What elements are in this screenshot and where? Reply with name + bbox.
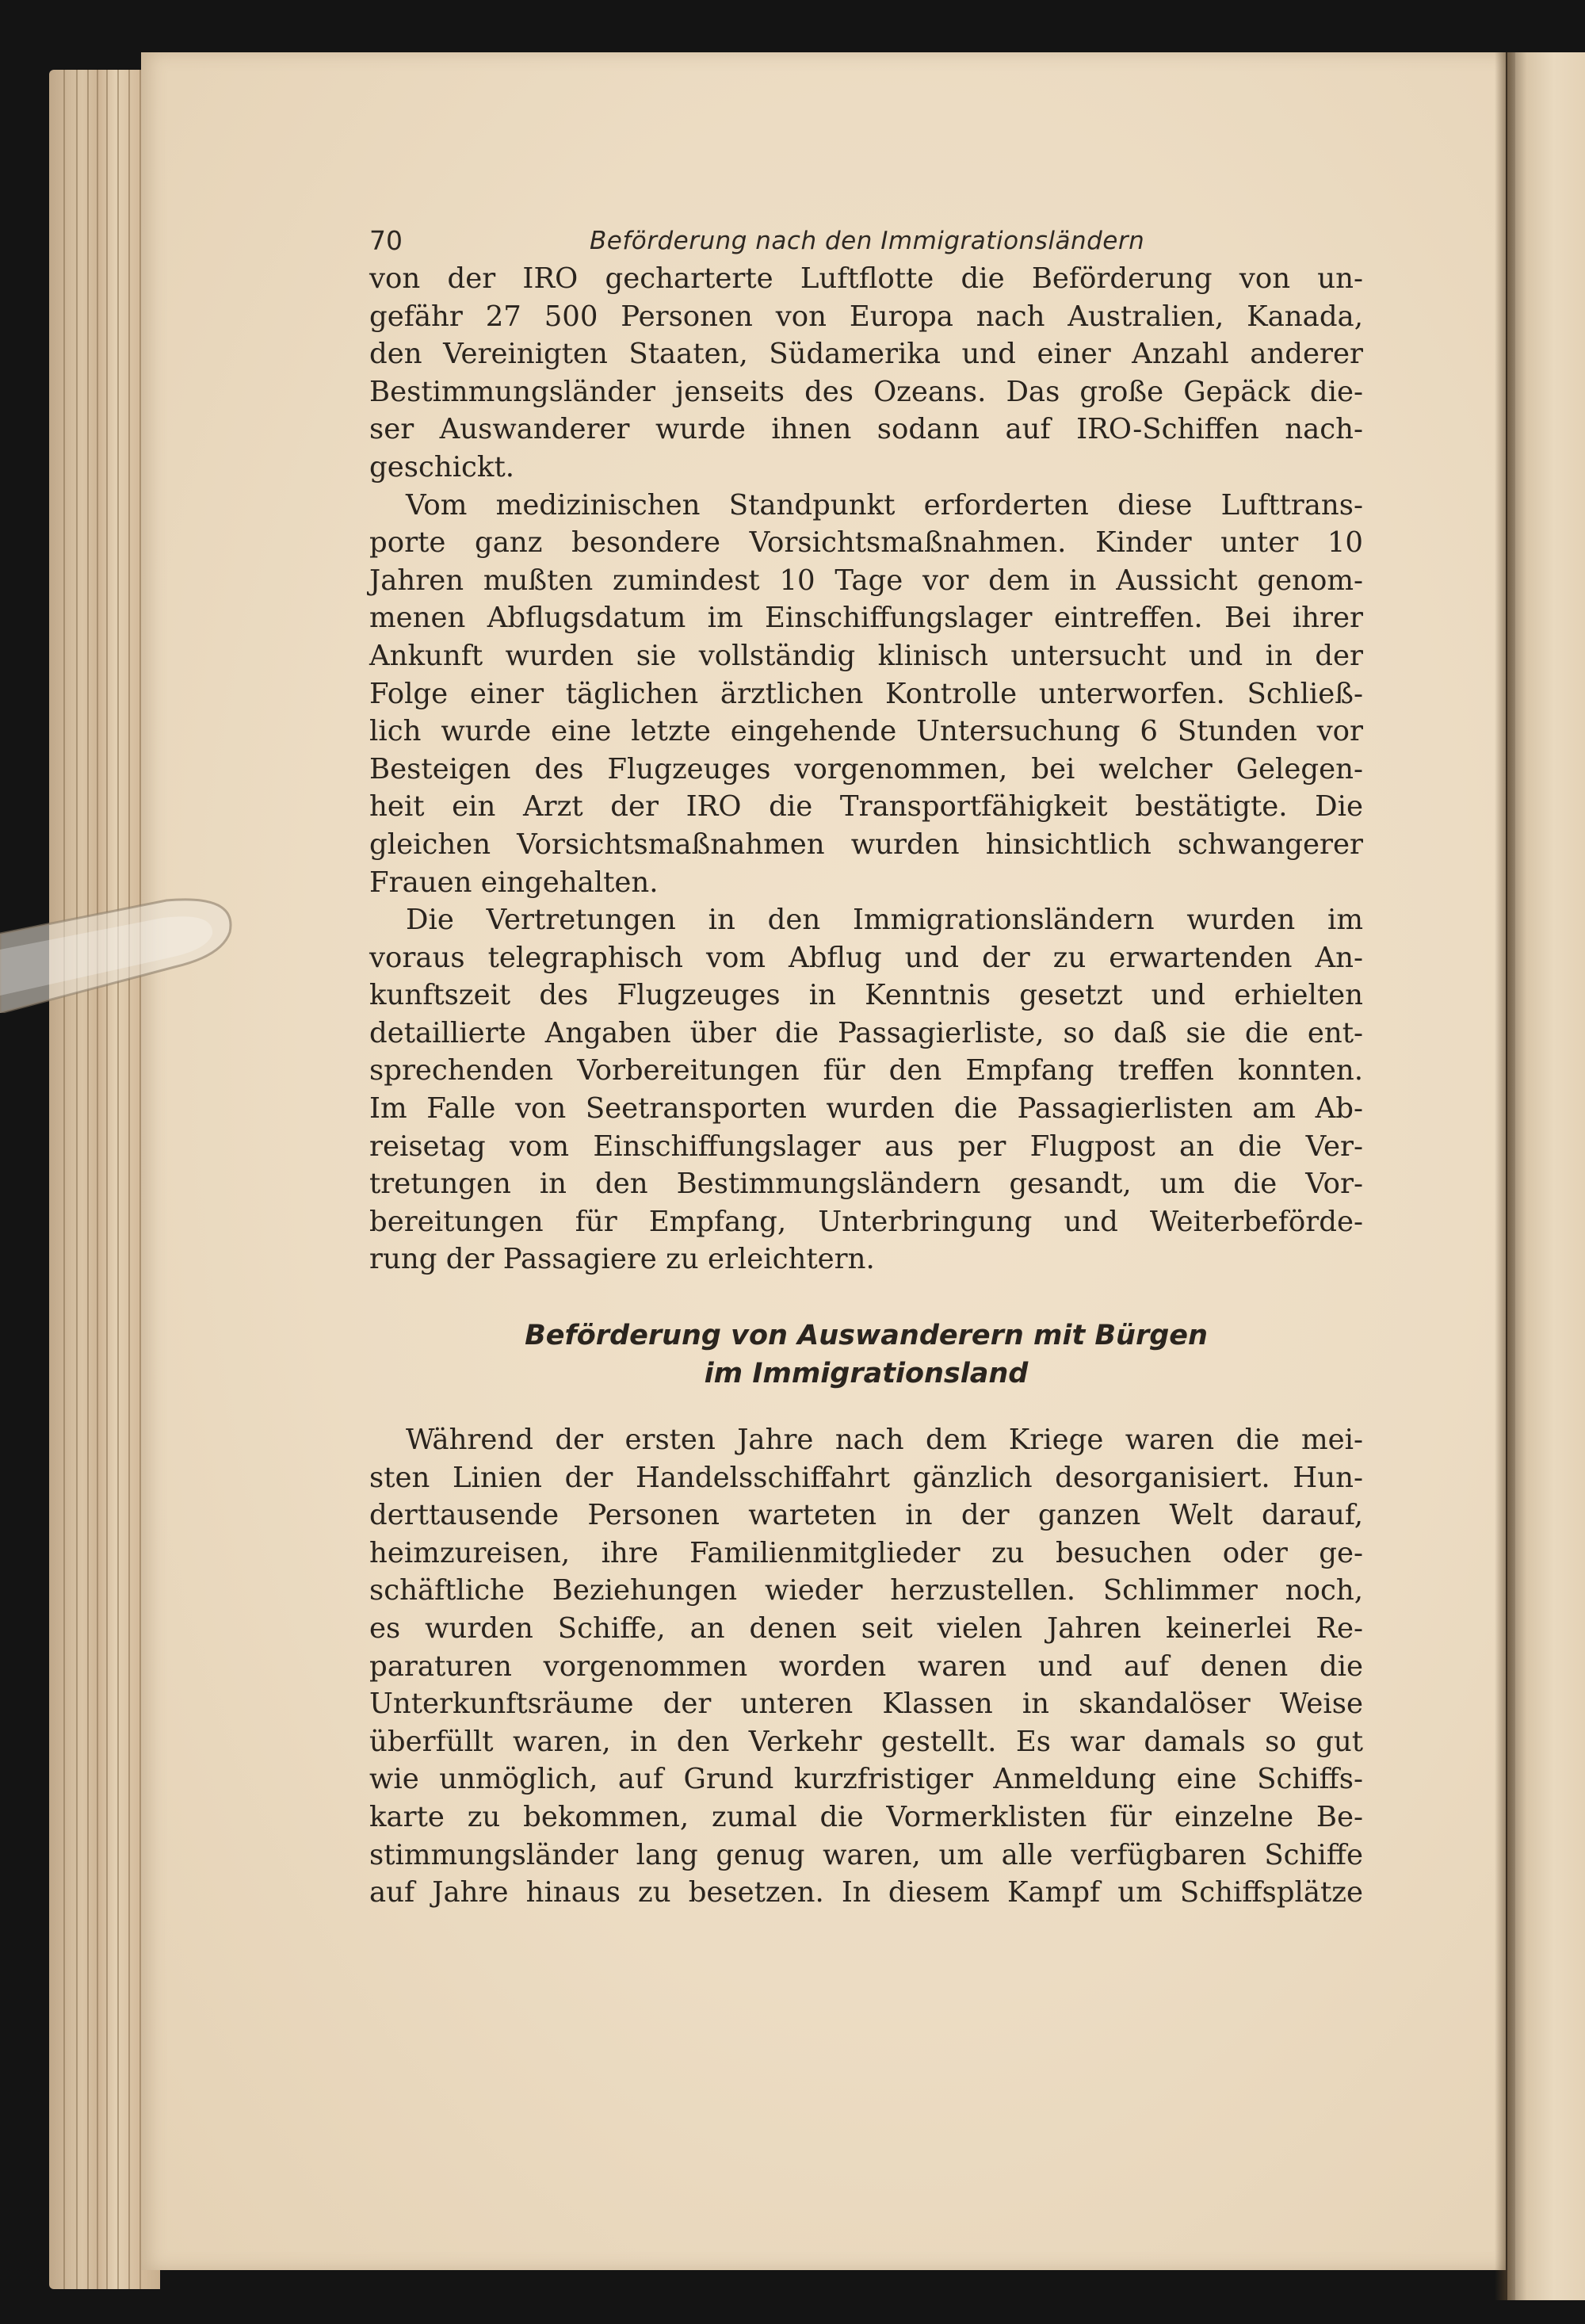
page-number: 70 <box>369 225 403 256</box>
text-line: gleichen Vorsichtsmaßnahmen wurden hinsichtlich schwangerer <box>369 828 1363 861</box>
page-text <box>369 212 1363 1912</box>
text-line: von der IRO gecharterte Luftflotte die Beförderung von un- <box>369 262 1363 295</box>
text-line: paraturen vorgenommen worden waren und auf denen die <box>369 1649 1363 1683</box>
text-line: Ankunft wurden sie vollständig klinisch untersucht und in der <box>369 639 1363 672</box>
text-line: wie unmöglich, auf Grund kurzfristiger Anmeldung eine Schiffs- <box>369 1763 1363 1796</box>
text-line: Folge einer täglichen ärztlichen Kontrolle unterworfen. Schließ- <box>369 677 1363 710</box>
text-line: Im Falle von Seetransporten wurden die Passagierlisten am Ab- <box>369 1092 1363 1126</box>
gutter-shadow <box>1495 52 1515 2300</box>
text-line: karte zu bekommen, zumal die Vormerklisten für einzelne Be- <box>369 1800 1363 1833</box>
text-line: Die Vertretungen in den Immigrationsländern wurden im <box>406 904 1363 937</box>
text-line: Besteigen des Flugzeuges vorgenommen, bei welcher Gelegen- <box>369 752 1363 785</box>
text-line: auf Jahre hinaus zu besetzen. In diesem Kampf um Schiffsplätze <box>369 1876 1363 1909</box>
text-line: Unterkunftsräume der unteren Klassen in skandalöser Weise <box>369 1688 1363 1721</box>
text-line: kunftszeit des Flugzeuges in Kenntnis gesetzt und erhielten <box>369 979 1363 1012</box>
text-line: überfüllt waren, in den Verkehr gestellt. Es war damals so gut <box>369 1725 1363 1758</box>
text-line: detaillierte Angaben über die Passagierliste, so daß sie die ent- <box>369 1016 1363 1049</box>
text-line: den Vereinigten Staaten, Südamerika und einer Anzahl anderer <box>369 338 1363 371</box>
text-line: Bestimmungsländer jenseits des Ozeans. Das große Gepäck die- <box>369 375 1363 408</box>
text-line: heimzureisen, ihre Familienmitglieder zu besuchen oder ge- <box>369 1536 1363 1569</box>
text-line: Während der ersten Jahre nach dem Kriege waren die mei- <box>406 1424 1363 1457</box>
text-line: rung der Passagiere zu erleichtern. <box>369 1243 875 1276</box>
paragraph-3 <box>369 901 1363 1279</box>
text-line: schäftliche Beziehungen wieder herzustellen. Schlimmer noch, <box>369 1574 1363 1607</box>
next-page-edge <box>1507 52 1585 2300</box>
text-line: gefähr 27 500 Personen von Europa nach Australien, Kanada, <box>369 300 1363 333</box>
section-heading <box>369 1279 1363 1421</box>
bookmark-clip-icon <box>0 894 238 1013</box>
text-line: lich wurde eine letzte eingehende Untersuchung 6 Stunden vor <box>369 715 1363 748</box>
text-line: Jahren mußten zumindest 10 Tage vor dem in Aussicht genom- <box>369 564 1363 597</box>
text-line: heit ein Arzt der IRO die Transportfähigkeit bestätigte. Die <box>369 790 1363 824</box>
paragraph-4 <box>369 1421 1363 1912</box>
text-line: stimmungsländer lang genug waren, um alle verfügbaren Schiffe <box>369 1838 1363 1871</box>
section-heading-line: im Immigrationsland <box>704 1358 1029 1390</box>
text-line: voraus telegraphisch vom Abflug und der zu erwartenden An- <box>369 941 1363 974</box>
text-line: reisetag vom Einschiffungslager aus per Flugpost an die Ver- <box>369 1130 1363 1163</box>
text-line: Vom medizinischen Standpunkt erforderten diese Lufttrans- <box>406 488 1363 522</box>
paragraph-2 <box>369 487 1363 902</box>
running-head <box>369 212 1363 260</box>
paragraph-1 <box>369 260 1363 487</box>
text-line: es wurden Schiffe, an denen seit vielen Jahren keinerlei Re- <box>369 1612 1363 1645</box>
text-line: bereitungen für Empfang, Unterbringung und Weiterbeförde- <box>369 1205 1363 1238</box>
text-line: menen Abflugsdatum im Einschiffungslager eintreffen. Bei ihrer <box>369 602 1363 635</box>
text-line: porte ganz besondere Vorsichtsmaßnahmen. Kinder unter 10 <box>369 526 1363 560</box>
text-line: ser Auswanderer wurde ihnen sodann auf IRO-Schiffen nach- <box>369 413 1363 446</box>
text-line: sten Linien der Handelsschiffahrt gänzlich desorganisiert. Hun- <box>369 1461 1363 1494</box>
running-title: Beförderung nach den Immigrationsländern <box>590 227 1145 255</box>
text-line: derttausende Personen warteten in der ganzen Welt darauf, <box>369 1499 1363 1532</box>
text-line: geschickt. <box>369 450 514 484</box>
text-line: sprechenden Vorbereitungen für den Empfang treffen konnten. <box>369 1054 1363 1087</box>
text-line: Frauen eingehalten. <box>369 866 659 899</box>
text-line: tretungen in den Bestimmungsländern gesandt, um die Vor- <box>369 1168 1363 1201</box>
section-heading-line: Beförderung von Auswanderern mit Bürgen <box>525 1320 1208 1352</box>
